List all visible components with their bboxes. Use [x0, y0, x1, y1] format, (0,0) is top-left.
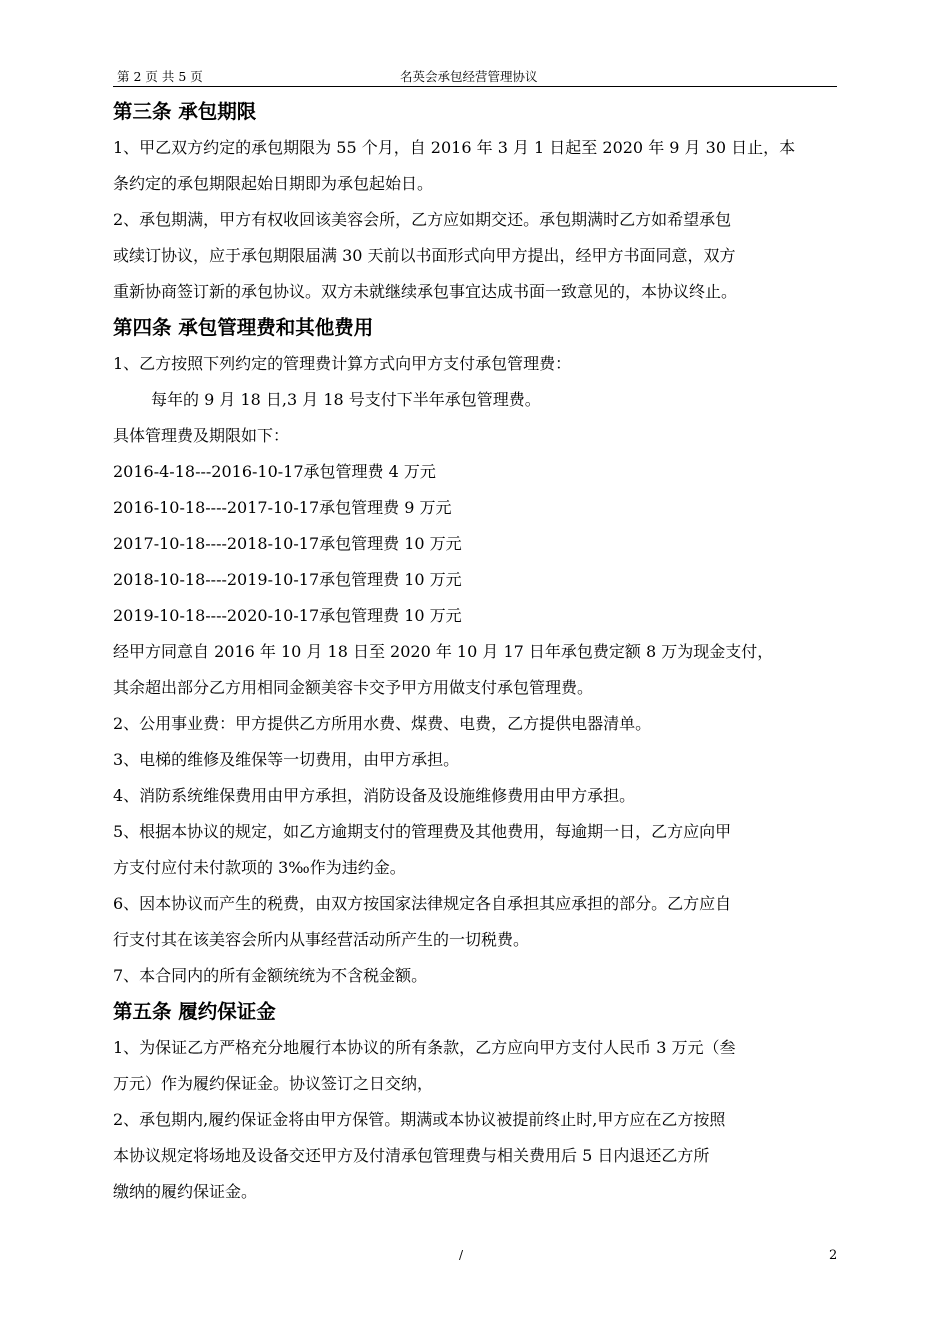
section-5-heading: 第五条 履约保证金	[113, 1000, 276, 1023]
schedule-fee: 承包管理费 10 万元	[319, 534, 462, 553]
section-3-para-2-line-1: 2、承包期满，甲方有权收回该美容会所，乙方应如期交还。承包期满时乙方如希望承包	[113, 210, 732, 229]
page-info: 第 2 页 共 5 页	[117, 69, 203, 84]
schedule-row	[113, 598, 843, 634]
schedule-period: 2017-10-18----2018-10-17	[113, 534, 320, 553]
footer-separator: /	[459, 1248, 464, 1262]
schedule-row	[113, 454, 843, 490]
section-5-para-2-line-2: 本协议规定将场地及设备交还甲方及付清承包管理费与相关费用后 5 日内退还乙方所	[113, 1146, 710, 1165]
section-3-para-2-line-2: 或续订协议，应于承包期限届满 30 天前以书面形式向甲方提出，经甲方书面同意，双方	[113, 246, 736, 265]
schedule-fee: 承包管理费 10 万元	[319, 570, 462, 589]
section-4-para-4: 4、消防系统维保费用由甲方承担，消防设备及设施维修费用由甲方承担。	[113, 786, 636, 805]
schedule-period: 2016-10-18----2017-10-17	[113, 498, 320, 517]
section-5-para-1-line-2: 万元）作为履约保证金。协议签订之日交纳，	[113, 1074, 434, 1093]
schedule-period: 2018-10-18----2019-10-17	[113, 570, 320, 589]
section-4-para-2: 2、公用事业费：甲方提供乙方所用水费、煤费、电费，乙方提供电器清单。	[113, 714, 652, 733]
document-body	[113, 94, 843, 1210]
schedule-intro: 具体管理费及期限如下：	[113, 426, 290, 445]
section-4-para-6-line-2: 行支付其在该美容会所内从事经营活动所产生的一切税费。	[113, 930, 530, 949]
schedule-period: 2016-4-18---2016-10-17	[113, 462, 304, 481]
section-4-para-7: 7、本合同内的所有金额统统为不含税金额。	[113, 966, 428, 985]
section-3-para-2-line-3: 重新协商签订新的承包协议。双方未就继续承包事宜达成书面一致意见的，本协议终止。	[113, 282, 738, 301]
section-4-payment-schedule-note: 每年的 9 月 18 日,3 月 18 号支付下半年承包管理费。	[151, 390, 541, 409]
schedule-period: 2019-10-18----2020-10-17	[113, 606, 320, 625]
schedule-row	[113, 490, 843, 526]
page-number: 2	[829, 1248, 838, 1263]
schedule-fee: 承包管理费 9 万元	[319, 498, 452, 517]
section-5-para-2-line-3: 缴纳的履约保证金。	[113, 1182, 258, 1201]
page-header	[113, 66, 837, 87]
section-4-heading: 第四条 承包管理费和其他费用	[113, 316, 374, 339]
section-3-para-1-line-2: 条约定的承包期限起始日期即为承包起始日。	[113, 174, 434, 193]
schedule-row	[113, 526, 843, 562]
section-3-heading: 第三条 承包期限	[113, 100, 257, 123]
schedule-fee: 承包管理费 4 万元	[303, 462, 436, 481]
section-5-para-1-line-1: 1、为保证乙方严格充分地履行本协议的所有条款，乙方应向甲方支付人民币 3 万元（叁	[113, 1038, 736, 1057]
section-4-para-1: 1、乙方按照下列约定的管理费计算方式向甲方支付承包管理费：	[113, 354, 572, 373]
schedule-row	[113, 562, 843, 598]
section-4-para-3: 3、电梯的维修及维保等一切费用，由甲方承担。	[113, 750, 460, 769]
document-title: 名英会承包经营管理协议	[400, 69, 538, 84]
section-4-para-6-line-1: 6、因本协议而产生的税费，由双方按国家法律规定各自承担其应承担的部分。乙方应自	[113, 894, 732, 913]
cash-payment-line-2: 其余超出部分乙方用相同金额美容卡交予甲方用做支付承包管理费。	[113, 678, 594, 697]
schedule-fee: 承包管理费 10 万元	[319, 606, 462, 625]
section-3-para-1-line-1: 1、甲乙双方约定的承包期限为 55 个月，自 2016 年 3 月 1 日起至 2020 年 9 月 30 日止，本	[113, 138, 796, 157]
section-5-para-2-line-1: 2、承包期内,履约保证金将由甲方保管。期满或本协议被提前终止时,甲方应在乙方按照	[113, 1110, 726, 1129]
section-4-para-5-line-2: 方支付应付未付款项的 3‰作为违约金。	[113, 858, 406, 877]
cash-payment-line-1: 经甲方同意自 2016 年 10 月 18 日至 2020 年 10 月 17 日年承包费定额 8 万为现金支付，	[113, 642, 774, 661]
section-4-para-5-line-1: 5、根据本协议的规定，如乙方逾期支付的管理费及其他费用，每逾期一日，乙方应向甲	[113, 822, 732, 841]
